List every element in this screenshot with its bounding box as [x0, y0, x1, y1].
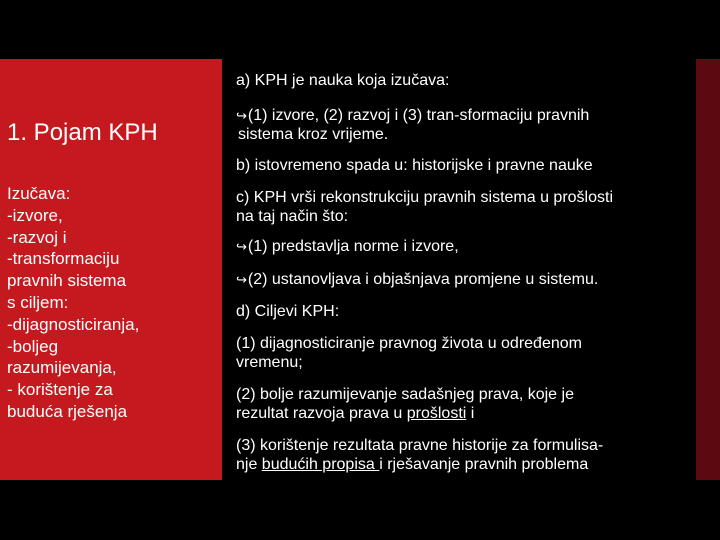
- goal-1: (1) dijagnosticiranje pravnog života u određenom: [236, 335, 582, 352]
- left-list-item: pravnih sistema: [7, 271, 127, 291]
- goal-2-text: rezultat razvoja prava u: [236, 405, 407, 422]
- point-c-line: c) KPH vrši rekonstrukciju pravnih sistema u prošlosti: [236, 189, 614, 206]
- left-list-item: -dijagnosticiranja,: [7, 314, 140, 334]
- left-list-item: - korištenje za: [7, 380, 113, 400]
- underlined-text: prošlosti: [406, 405, 467, 422]
- left-summary-list: [7, 183, 217, 423]
- goal-3: (3) korištenje rezultata pravne historije za formulisa-: [236, 437, 604, 454]
- left-list-item: -razvoj i: [7, 227, 67, 247]
- point-a-heading: a) KPH je nauka koja izučava:: [236, 72, 450, 89]
- left-list-item: buduća rješenja: [7, 401, 128, 421]
- underlined-text: budućih propisa: [261, 456, 380, 473]
- goal-2-cont: [236, 404, 474, 423]
- point-c-bullet-text: (1) predstavlja norme i izvore,: [247, 238, 459, 255]
- curly-arrow-icon: ↪: [236, 239, 247, 254]
- point-b: b) istovremeno spada u: historijske i pravne nauke: [236, 157, 593, 174]
- goal-3-cont: [236, 455, 588, 474]
- left-list-item: -izvore,: [7, 205, 63, 225]
- goal-2-text-end: i: [466, 405, 475, 422]
- goal-2: (2) bolje razumijevanje sadašnjeg prava, koje je: [236, 386, 574, 403]
- left-list-item: razumijevanja,: [7, 358, 117, 378]
- left-list-item: -transformaciju: [7, 249, 120, 269]
- dark-red-side-strip: [696, 59, 720, 480]
- point-c-bullet-text: (2) ustanovljava i objašnjava promjene u sistemu.: [247, 271, 599, 288]
- point-c-line: na taj način što:: [236, 208, 349, 225]
- point-a-bullet: [236, 106, 589, 125]
- point-a-bullet-text: (1) izvore, (2) razvoj i (3) tran-sformaciju pravnih: [247, 107, 590, 124]
- goal-3-text: nje: [236, 456, 262, 473]
- point-a-bullet-cont: sistema kroz vrijeme.: [238, 126, 389, 143]
- left-list-item: s ciljem:: [7, 292, 69, 312]
- goal-1-cont: vremenu;: [236, 354, 303, 371]
- point-c-bullet: [236, 270, 598, 289]
- curly-arrow-icon: ↪: [236, 272, 247, 287]
- curly-arrow-icon: ↪: [236, 108, 247, 123]
- slide-title: 1. Pojam KPH: [7, 119, 158, 146]
- left-list-item: Izučava:: [7, 184, 71, 203]
- left-list-item: -boljeg: [7, 336, 59, 356]
- point-c-bullet: [236, 237, 459, 256]
- point-d-heading: d) Ciljevi KPH:: [236, 303, 340, 320]
- goal-3-text-end: i rješavanje pravnih problema: [379, 456, 589, 473]
